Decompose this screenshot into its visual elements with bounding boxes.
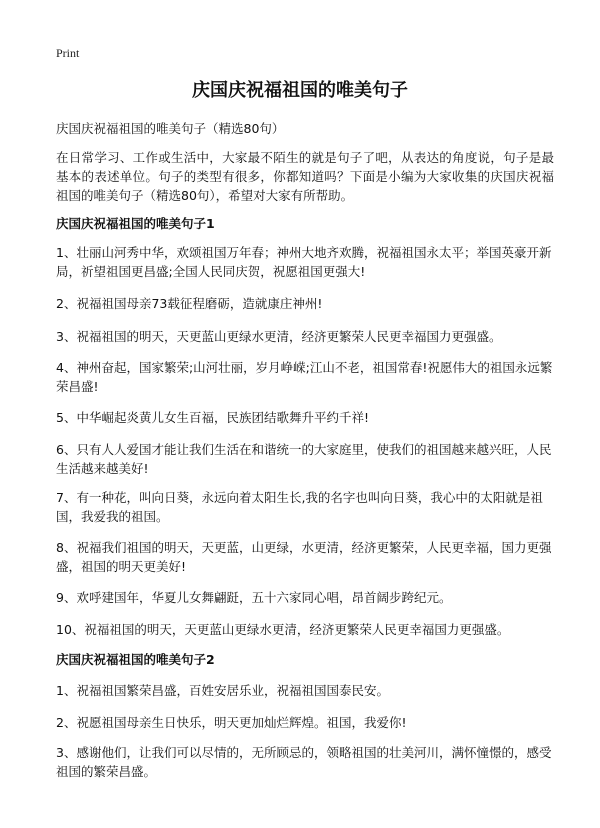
list-item: 2、祝福祖国母亲73载征程磨砺，造就康庄神州! xyxy=(56,296,323,311)
list-item: 1、壮丽山河秀中华，欢颂祖国万年春；神州大地齐欢腾，祝福祖国永太平；举国英豪开新局，祈望祖国更昌盛;全国人民同庆贺，祝愿祖国更强大! xyxy=(56,245,552,279)
list-item: 4、神州奋起，国家繁荣;山河壮丽，岁月峥嵘;江山不老，祖国常春!祝愿伟大的祖国永远繁荣昌盛! xyxy=(56,360,553,394)
list-item: 2、祝愿祖国母亲生日快乐，明天更加灿烂辉煌。祖国，我爱你! xyxy=(56,715,407,730)
list-item: 10、祝福祖国的明天，天更蓝山更绿水更清，经济更繁荣人民更幸福国力更强盛。 xyxy=(56,622,510,637)
list-item: 9、欢呼建国年，华夏儿女舞翩跹，五十六家同心唱，昂首阔步跨纪元。 xyxy=(56,590,452,605)
section-heading: 庆国庆祝福祖国的唯美句子2 xyxy=(56,652,215,667)
list-item: 5、中华崛起炎黄儿女生百福，民族团结歌舞升平约千祥! xyxy=(56,410,369,425)
print-link[interactable]: Print xyxy=(56,46,80,60)
list-item: 6、只有人人爱国才能让我们生活在和谐统一的大家庭里，使我们的祖国越来越兴旺，人民生活越来越美好! xyxy=(56,442,552,476)
document-subtitle: 庆国庆祝福祖国的唯美句子（精选80句） xyxy=(56,121,285,136)
page-title: 庆国庆祝福祖国的唯美句子 xyxy=(192,80,408,101)
list-item: 1、祝福祖国繁荣昌盛，百姓安居乐业，祝福祖国国泰民安。 xyxy=(56,683,389,698)
list-item: 3、感谢他们，让我们可以尽情的，无所顾忌的，领略祖国的壮美河川，满怀憧憬的，感受祖国的繁荣昌盛。 xyxy=(56,745,552,779)
document-intro: 在日常学习、工作或生活中，大家最不陌生的就是句子了吧，从表达的角度说，句子是最基本的表述单位。句子的类型有很多，你都知道吗？下面是小编为大家收集的庆国庆祝福祖国的唯美句子（精选80句），希望对大家有所帮助。 xyxy=(56,150,554,203)
list-item: 8、祝福我们祖国的明天，天更蓝，山更绿，水更清，经济更繁荣，人民更幸福，国力更强盛，祖国的明天更美好! xyxy=(56,540,552,574)
section-heading: 庆国庆祝福祖国的唯美句子1 xyxy=(56,216,215,231)
list-item: 7、有一种花，叫向日葵，永远向着太阳生长,我的名字也叫向日葵，我心中的太阳就是祖国，我爱我的祖国。 xyxy=(56,490,543,524)
list-item: 3、祝福祖国的明天，天更蓝山更绿水更清，经济更繁荣人民更幸福国力更强盛。 xyxy=(56,329,502,344)
